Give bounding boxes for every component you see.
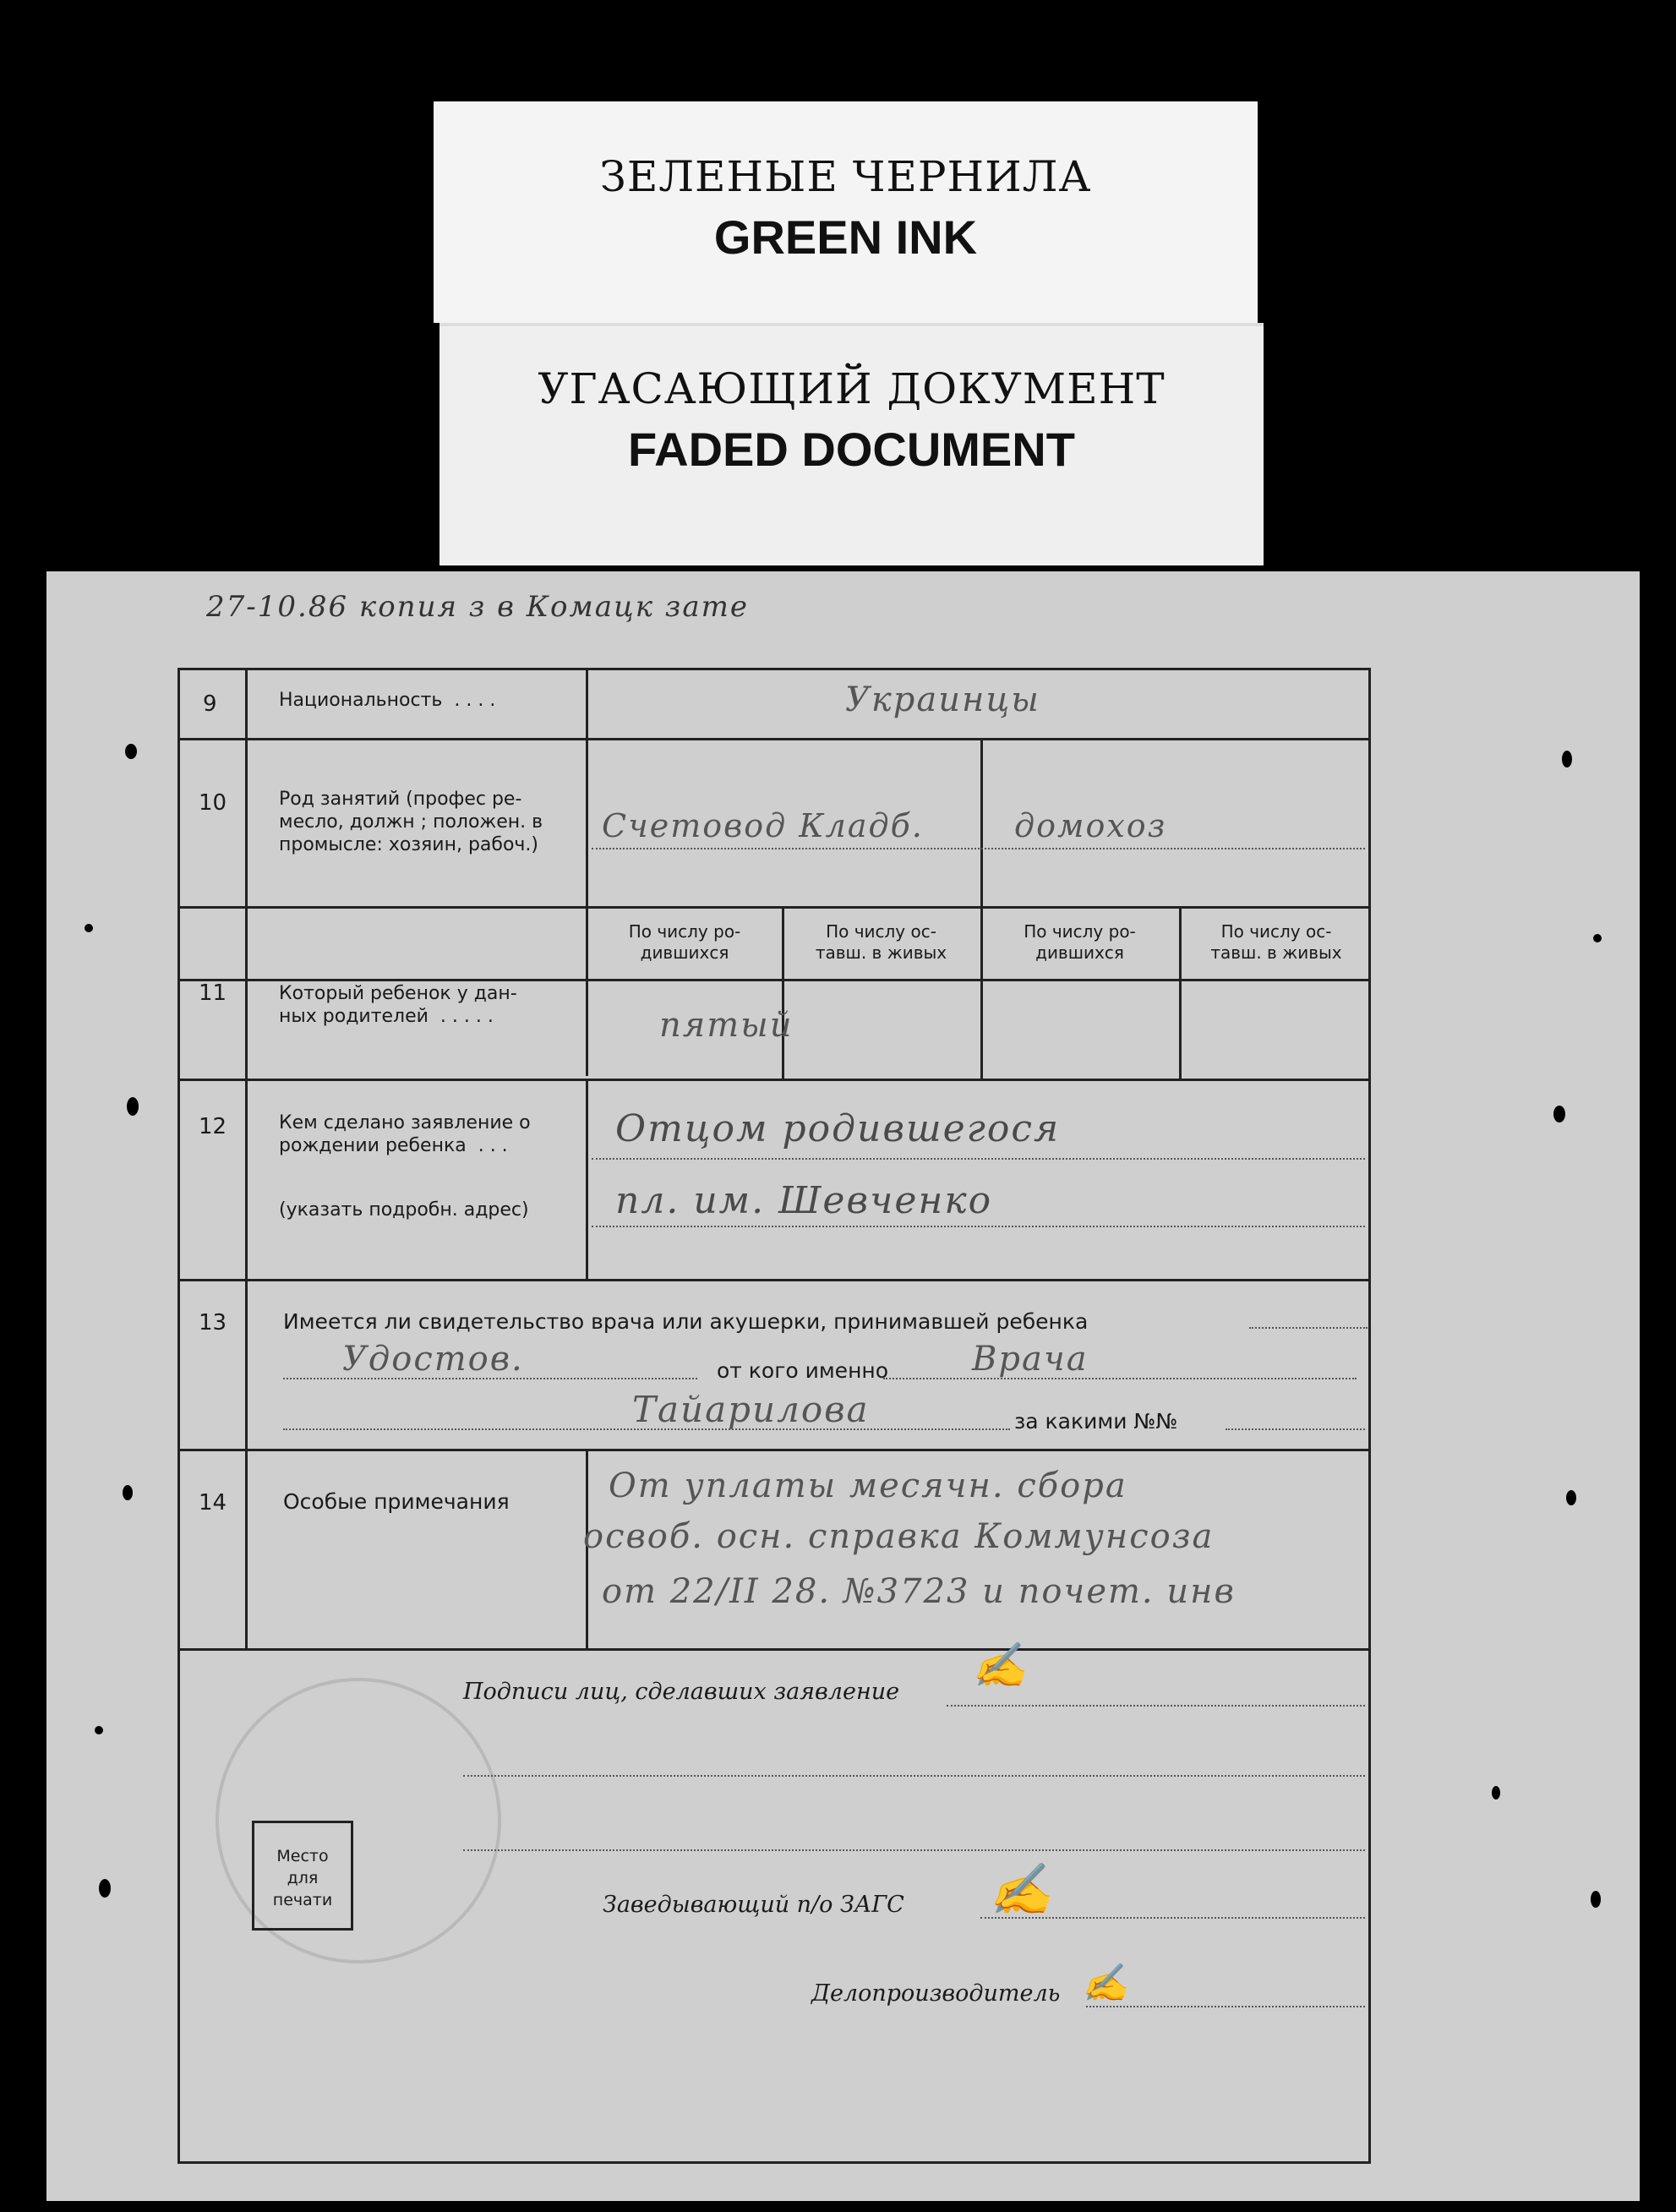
- applicants-signature-label: Подписи лиц, сделавших заявление: [463, 1679, 900, 1705]
- row-12-value-line2: пл. им. Шевченко: [615, 1179, 993, 1222]
- row-13-value-name: Тайарилова: [632, 1389, 870, 1430]
- row-11-subheader-3: По числу ро- дившихся: [1024, 921, 1136, 963]
- row-14-value-line2: освоб. осн. справка Коммунсоза: [583, 1517, 1215, 1556]
- row-12-value-line1: Отцом родившегося: [615, 1107, 1061, 1150]
- clerk-signature: ✍: [1082, 1962, 1130, 2005]
- row-9-number: 9: [203, 691, 217, 717]
- row-10-label: Род занятий (профес ре- месло, должн ; положен. в промысле: хозяин, рабоч.): [279, 789, 543, 855]
- row-13-from-whom: от кого именно: [717, 1358, 889, 1383]
- row-14-label: Особые примечания: [283, 1489, 510, 1514]
- row-11-value: пятый: [659, 1006, 794, 1045]
- row-14-number: 14: [199, 1490, 227, 1516]
- punch-hole: [95, 1726, 103, 1734]
- faded-label-ru: УГАСАЮЩИЙ ДОКУМЕНТ: [538, 364, 1166, 413]
- faded-label-en: FADED DOCUMENT: [628, 423, 1075, 476]
- row-11-subheader-4: По числу ос- тавш. в живых: [1210, 921, 1342, 963]
- seal-place-label: Место для печати: [272, 1847, 333, 1909]
- green-ink-label-ru: ЗЕЛЕНЫЕ ЧЕРНИЛА: [599, 152, 1092, 201]
- punch-hole: [1566, 1490, 1576, 1505]
- punch-hole: [1591, 1891, 1601, 1908]
- punch-hole: [125, 744, 137, 759]
- row-13-question: Имеется ли свидетельство врача или акушерки, принимавшей ребенка: [283, 1309, 1089, 1334]
- punch-hole: [1553, 1106, 1565, 1122]
- row-12-number: 12: [199, 1114, 227, 1139]
- seal-place-box: [252, 1821, 353, 1931]
- green-ink-card: [434, 101, 1258, 323]
- green-ink-label-en: GREEN INK: [713, 210, 978, 264]
- row-12-label: Кем сделано заявление о рождении ребенка . . .: [279, 1112, 531, 1156]
- row-13-value-doctor: Врача: [972, 1340, 1089, 1379]
- row-13-value-certificate: Удостов.: [342, 1340, 524, 1379]
- row-11-label: Который ребенок у дан- ных родителей . . . . .: [279, 983, 517, 1027]
- punch-hole: [85, 924, 93, 932]
- clerk-label: Делопроизводитель: [811, 1980, 1061, 2007]
- punch-hole: [127, 1097, 139, 1116]
- row-10-number: 10: [199, 790, 227, 816]
- row-10-value-left: Счетовод Кладб.: [602, 807, 924, 844]
- row-9-value: Украинцы: [845, 680, 1040, 719]
- row-13-number: 13: [199, 1310, 227, 1335]
- row-11-subheader-1: По числу ро- дившихся: [628, 921, 741, 963]
- registrar-signature: ✍: [989, 1860, 1054, 1920]
- faded-document-card: [439, 323, 1264, 565]
- row-11-number: 11: [199, 980, 227, 1006]
- row-9-label: Национальность . . . .: [279, 690, 496, 711]
- row-10-value-right: домохоз: [1014, 807, 1167, 844]
- punch-hole: [1562, 751, 1572, 767]
- row-11-subheader-2: По числу ос- тавш. в живых: [815, 921, 947, 963]
- top-handwritten-note: 27-10.86 копия з в Комацк зате: [206, 590, 749, 624]
- punch-hole: [1593, 934, 1602, 942]
- punch-hole: [99, 1879, 111, 1898]
- applicant-signature: ✍: [972, 1641, 1029, 1691]
- row-12-address-label: (указать подробн. адрес): [279, 1199, 529, 1221]
- row-14-value-line1: От уплаты месячн. сбора: [609, 1466, 1127, 1505]
- row-13-by-number: за какими №№: [1014, 1409, 1178, 1434]
- row-14-value-line3: от 22/II 28. №3723 и почет. инв: [602, 1572, 1236, 1611]
- punch-hole: [123, 1485, 133, 1500]
- registrar-label: Заведывающий п/о ЗАГС: [603, 1892, 904, 1918]
- punch-hole: [1492, 1786, 1500, 1800]
